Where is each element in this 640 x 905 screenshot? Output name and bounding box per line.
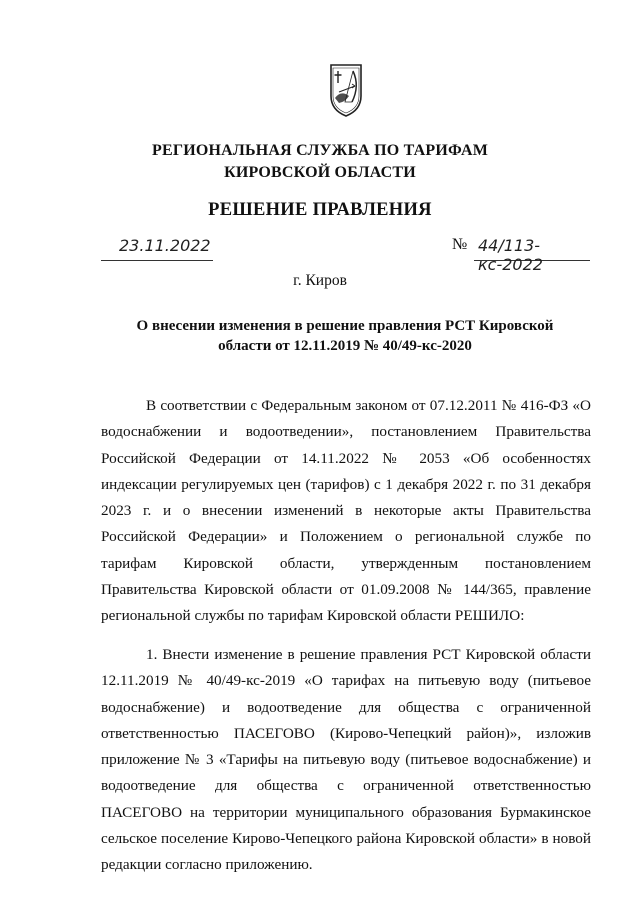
- number-label: №: [452, 236, 468, 253]
- number-value: 44/113-кс-2022: [478, 236, 543, 274]
- city-line: г. Киров: [293, 272, 347, 289]
- organization-name-line-2: КИРОВСКОЙ ОБЛАСТИ: [224, 164, 416, 181]
- body-paragraph-item-1: 1. Внести изменение в решение правления РСТ Кировской области 12.11.2019 № 40/49-кс-2019 «О тарифах на питьевую воду (питьевое водоснабжение) и водоотведение для общества с ограниченной ответственностью ПАСЕГОВО (Кирово-Чепецкий район)», изложив приложение № 3 «Тарифы на питьевую воду (питьевое водоснабжение) и водоотведение для общества с ограниченной ответственностью ПАСЕГОВО на территории муниципального образования Бурмакинское сельское поселение Кирово-Чепецкого района Кировской области» в новой редакции согласно приложению.: [101, 646, 591, 874]
- document-title: РЕШЕНИЕ ПРАВЛЕНИЯ: [208, 200, 432, 220]
- document-subject: О внесении изменения в решение правления РСТ Кировской области от 12.11.2019 № 40/49-кс-2020: [136, 318, 554, 354]
- date-field: [101, 236, 213, 261]
- coat-of-arms-emblem: [329, 62, 363, 118]
- date-value: 23.11.2022: [119, 236, 211, 255]
- body-paragraph-preamble: В соответствии с Федеральным законом от 07.12.2011 № 416-ФЗ «О водоснабжении и водоотведении», постановлением Правительства Российской Федерации от 14.11.2022 № 2053 «Об особенностях индексации регулируемых цен (тарифов) с 1 декабря 2022 г. по 31 декабря 2023 г. и о внесении изменений в некоторые акты Правительства Российской Федерации» и Положением о региональной службе по тарифам Кировской области, утвержденным постановлением Правительства Кировской области от 01.09.2008 № 144/365, правление региональной службы по тарифам Кировской области РЕШИЛО:: [101, 397, 591, 625]
- organization-name-line-1: РЕГИОНАЛЬНАЯ СЛУЖБА ПО ТАРИФАМ: [151, 142, 489, 159]
- number-field: [474, 236, 590, 274]
